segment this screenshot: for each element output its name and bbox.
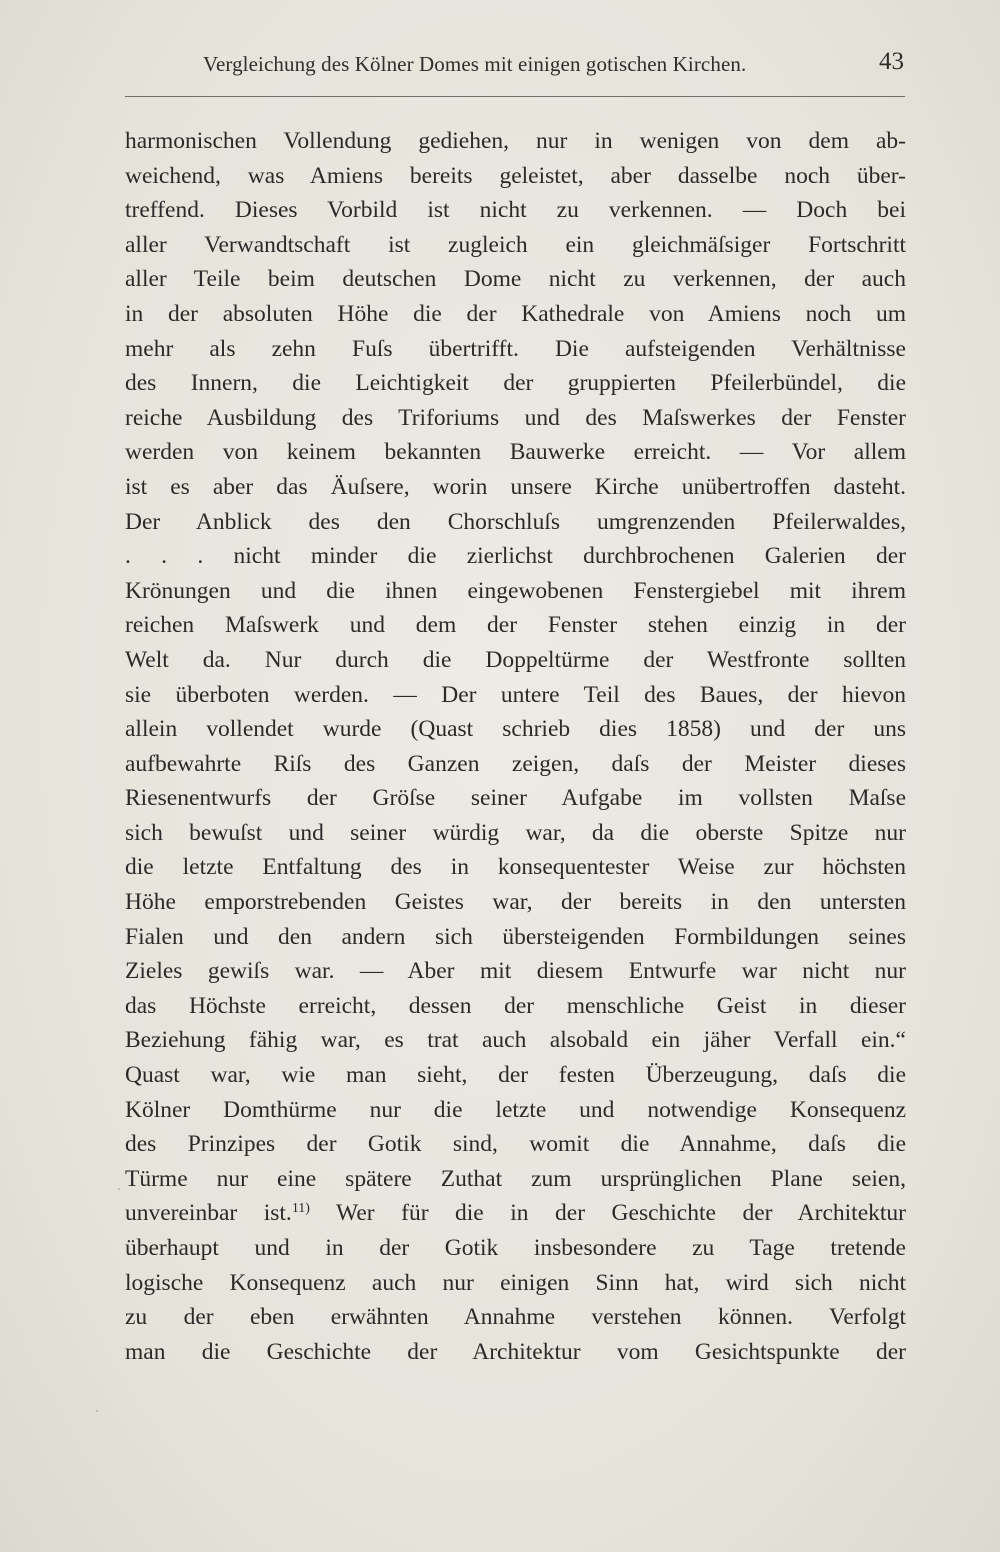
running-title: Vergleichung des Kölner Domes mit einigen gotischen Kirchen. — [203, 52, 747, 76]
body-text — [125, 124, 906, 1369]
text-line: . . . nicht minder die zierlichst durchbrochenen Galerien der — [125, 543, 906, 570]
text-line: Türme nur eine spätere Zuthat zum ursprünglichen Plane seien, — [125, 1165, 906, 1192]
paper-speck — [118, 1188, 120, 1190]
text-line: ist es aber das Äuſsere, worin unsere Kirche unübertroffen dasteht. — [125, 473, 906, 500]
text-line: logische Konsequenz auch nur einigen Sinn hat, wird sich nicht — [125, 1269, 906, 1296]
text-line: sie überboten werden. — Der untere Teil des Baues, der hievon — [125, 681, 906, 708]
text-line: Riesenentwurfs der Gröſse seiner Aufgabe im vollsten Maſse — [125, 785, 906, 812]
text-line: Fialen und den andern sich übersteigenden Formbildungen seines — [125, 923, 906, 950]
text-line: harmonischen Vollendung gediehen, nur in wenigen von dem ab- — [125, 128, 906, 154]
running-head — [200, 48, 904, 88]
text-line: des Prinzipes der Gotik sind, womit die Annahme, daſs die — [125, 1131, 906, 1158]
text-line: Der Anblick des den Chorschluſs umgrenzenden Pfeilerwaldes, — [125, 508, 906, 535]
text-line: in der absoluten Höhe die der Kathedrale von Amiens noch um — [125, 300, 906, 327]
text-line: aufbewahrte Riſs des Ganzen zeigen, daſs der Meister dieses — [125, 750, 906, 777]
text-segment: unvereinbar ist. — [125, 1200, 292, 1227]
text-line: man die Geschichte der Architektur vom Gesichtspunkte der — [125, 1338, 906, 1365]
text-line: zu der eben erwähnten Annahme verstehen können. Verfolgt — [125, 1304, 906, 1331]
text-line: weichend, was Amiens bereits geleistet, aber dasselbe noch über- — [125, 162, 906, 189]
text-line: reiche Ausbildung des Triforiums und des Maſswerkes der Fenster — [125, 404, 906, 431]
text-line: überhaupt und in der Gotik insbesondere zu Tage tretende — [125, 1235, 906, 1261]
text-line: Höhe emporstrebenden Geistes war, der bereits in den untersten — [125, 889, 906, 916]
text-line: Kölner Domthürme nur die letzte und notwendige Konsequenz — [125, 1096, 906, 1123]
text-line: sich bewuſst und seiner würdig war, da die oberste Spitze nur — [125, 819, 906, 846]
text-line: Krönungen und die ihnen eingewobenen Fenstergiebel mit ihrem — [125, 577, 906, 604]
text-line: treffend. Dieses Vorbild ist nicht zu verkennen. — Doch bei — [125, 197, 906, 224]
paper-speck — [96, 1410, 98, 1412]
text-line: das Höchste erreicht, dessen der menschliche Geist in dieser — [125, 992, 906, 1019]
text-line: Welt da. Nur durch die Doppeltürme der Westfronte sollten — [125, 646, 906, 673]
text-line: reichen Maſswerk und dem der Fenster stehen einzig in der — [125, 612, 906, 639]
text-line: die letzte Entfaltung des in konsequentester Weise zur höchsten — [125, 854, 906, 881]
text-line-with-footnote — [125, 1196, 906, 1231]
footnote-ref: 11) — [291, 1201, 310, 1217]
text-line: aller Teile beim deutschen Dome nicht zu verkennen, der auch — [125, 266, 906, 293]
header-rule — [125, 96, 905, 97]
text-line: werden von keinem bekannten Bauwerke erreicht. — Vor allem — [125, 439, 906, 466]
text-line: Beziehung fähig war, es trat auch alsobald ein jäher Verfall ein.“ — [125, 1027, 906, 1054]
text-line: Zieles gewiſs war. — Aber mit diesem Entwurfe war nicht nur — [125, 958, 906, 985]
text-line: des Innern, die Leichtigkeit der gruppierten Pfeilerbündel, die — [125, 370, 906, 397]
text-line: aller Verwandtschaft ist zugleich ein gleichmäſsiger Fortschritt — [125, 231, 906, 258]
page-number: 43 — [879, 48, 904, 75]
text-line: allein vollendet wurde (Quast schrieb dies 1858) und der uns — [125, 716, 906, 743]
text-line: Quast war, wie man sieht, der festen Überzeugung, daſs die — [125, 1062, 906, 1089]
text-segment: Wer für die in der Geschichte der Architektur — [309, 1200, 906, 1227]
text-line: mehr als zehn Fuſs übertrifft. Die aufsteigenden Verhältnisse — [125, 335, 906, 362]
